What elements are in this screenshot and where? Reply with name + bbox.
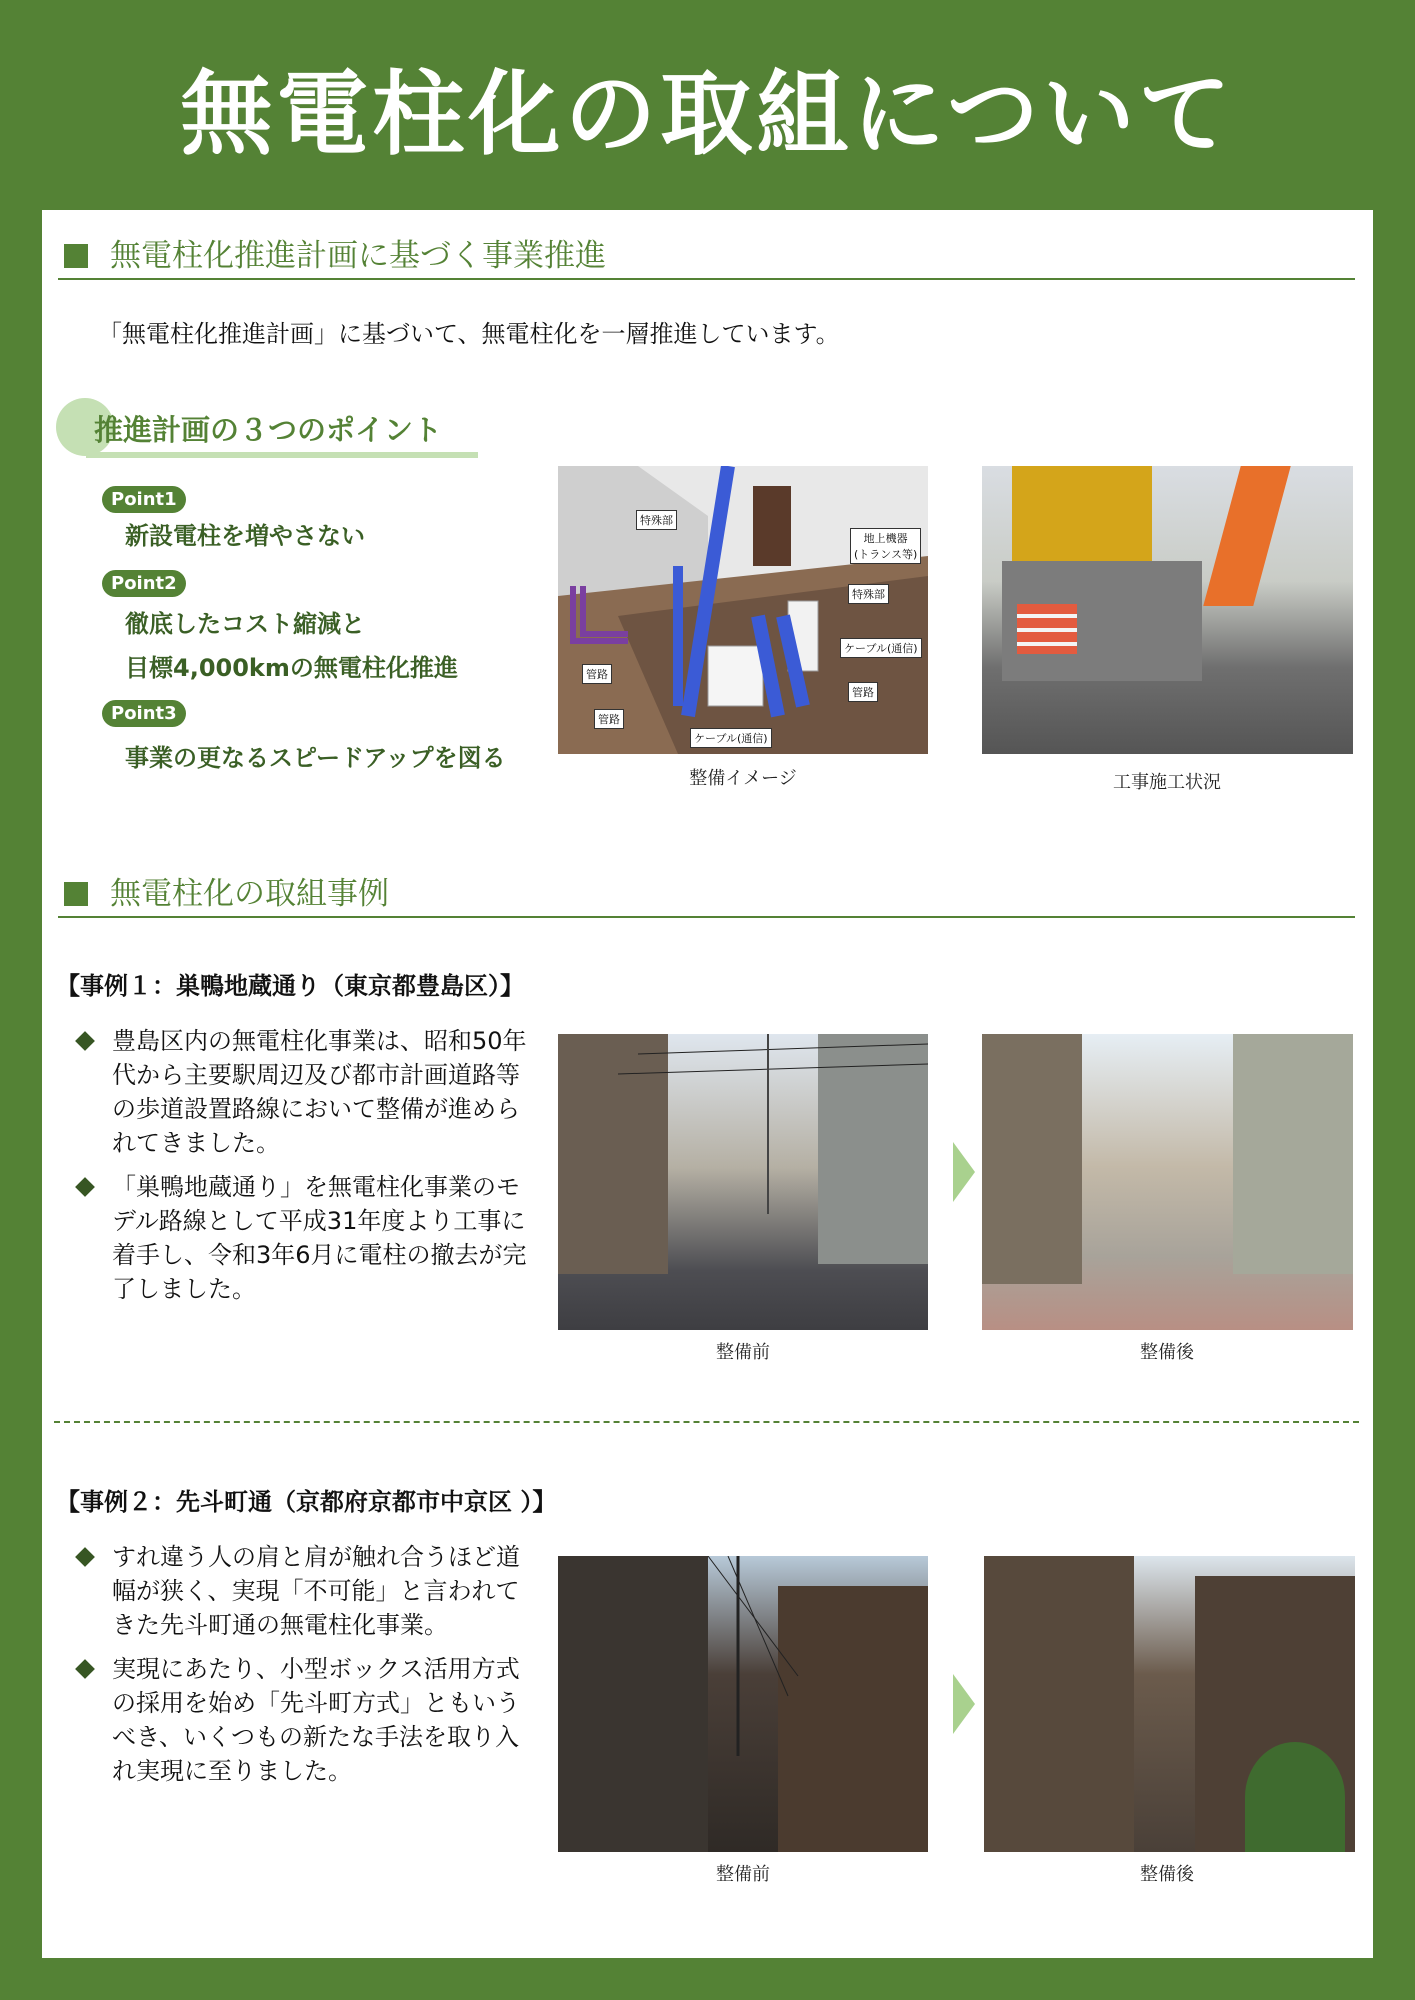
square-bullet-icon xyxy=(64,882,88,906)
diagram-label: ケーブル(通信) xyxy=(690,728,772,748)
point2-badge: Point2 xyxy=(102,570,186,597)
case2-after-photo xyxy=(984,1556,1355,1852)
diagram-label: 特殊部 xyxy=(636,510,677,530)
point1-badge: Point1 xyxy=(102,486,186,513)
case1-before-photo xyxy=(558,1034,928,1330)
square-bullet-icon xyxy=(64,244,88,268)
diagram-label: 特殊部 xyxy=(848,584,889,604)
point2-text-line2: 目標4,000kmの無電柱化推進 xyxy=(125,654,458,682)
list-item: 「巣鴨地蔵通り」を無電柱化事業のモデル路線として平成31年度より工事に着手し、令和3年6月に電柱の撤去が完了しました。 xyxy=(76,1170,536,1306)
diamond-bullet-icon xyxy=(75,1031,95,1051)
intro-text: 「無電柱化推進計画」に基づいて、無電柱化を一層推進しています。 xyxy=(98,320,840,348)
list-item: すれ違う人の肩と肩が触れ合うほど道幅が狭く、実現「不可能」と言われてきた先斗町通の無電柱化事業。 xyxy=(76,1540,536,1642)
page-title: 無電柱化の取組について xyxy=(180,61,1235,168)
case1-after-photo xyxy=(982,1034,1353,1330)
points-heading xyxy=(56,398,476,458)
diagram-caption: 整備イメージ xyxy=(689,768,797,789)
point2-text-line1: 徹底したコスト縮減と xyxy=(125,610,365,638)
case1-after-caption: 整備後 xyxy=(1140,1342,1194,1363)
point3-text: 事業の更なるスピードアップを図る xyxy=(125,744,506,772)
diagram-label: 管路 xyxy=(848,682,878,702)
arrow-right-icon xyxy=(953,1674,975,1734)
case2-title: 【事例２：先斗町通（京都府京都市中京区 ）】 xyxy=(56,1488,557,1516)
diamond-bullet-icon xyxy=(75,1177,95,1197)
arrow-right-icon xyxy=(953,1142,975,1202)
point3-badge: Point3 xyxy=(102,700,186,727)
point1-text: 新設電柱を増やさない xyxy=(125,522,365,550)
diagram-label: ケーブル(通信) xyxy=(840,638,922,658)
diagram-label: 管路 xyxy=(594,709,624,729)
heading-underline-decoration xyxy=(86,452,478,458)
case1-title: 【事例１：巣鴨地蔵通り（東京都豊島区）】 xyxy=(56,972,524,1000)
case2-before-caption: 整備前 xyxy=(716,1864,770,1885)
underground-diagram-image xyxy=(558,466,928,754)
list-item: 豊島区内の無電柱化事業は、昭和50年代から主要駅周辺及び都市計画道路等の歩道設置路線において整備が進められてきました。 xyxy=(76,1024,536,1160)
case2-bullets xyxy=(76,1540,536,1798)
case2-before-photo xyxy=(558,1556,928,1852)
section-heading-plan xyxy=(58,236,1355,280)
diamond-bullet-icon xyxy=(75,1547,95,1567)
construction-photo xyxy=(982,466,1353,754)
diagram-label: 管路 xyxy=(582,664,612,684)
case1-bullets xyxy=(76,1024,536,1316)
points-heading-text: 推進計画の３つのポイント xyxy=(94,413,443,447)
case2-after-caption: 整備後 xyxy=(1140,1864,1194,1885)
section-heading-text: 無電柱化の取組事例 xyxy=(110,876,389,912)
diagram-label: 地上機器 (トランス等) xyxy=(850,528,921,564)
construction-caption: 工事施工状況 xyxy=(1113,772,1221,793)
section-heading-text: 無電柱化推進計画に基づく事業推進 xyxy=(110,238,606,274)
case-divider xyxy=(54,1421,1359,1423)
content-panel xyxy=(42,210,1373,1958)
list-item: 実現にあたり、小型ボックス活用方式の採用を始め「先斗町方式」ともいうべき、いくつもの新たな手法を取り入れ実現に至りました。 xyxy=(76,1652,536,1788)
section-heading-cases xyxy=(58,874,1355,918)
case1-before-caption: 整備前 xyxy=(716,1342,770,1363)
diamond-bullet-icon xyxy=(75,1659,95,1679)
